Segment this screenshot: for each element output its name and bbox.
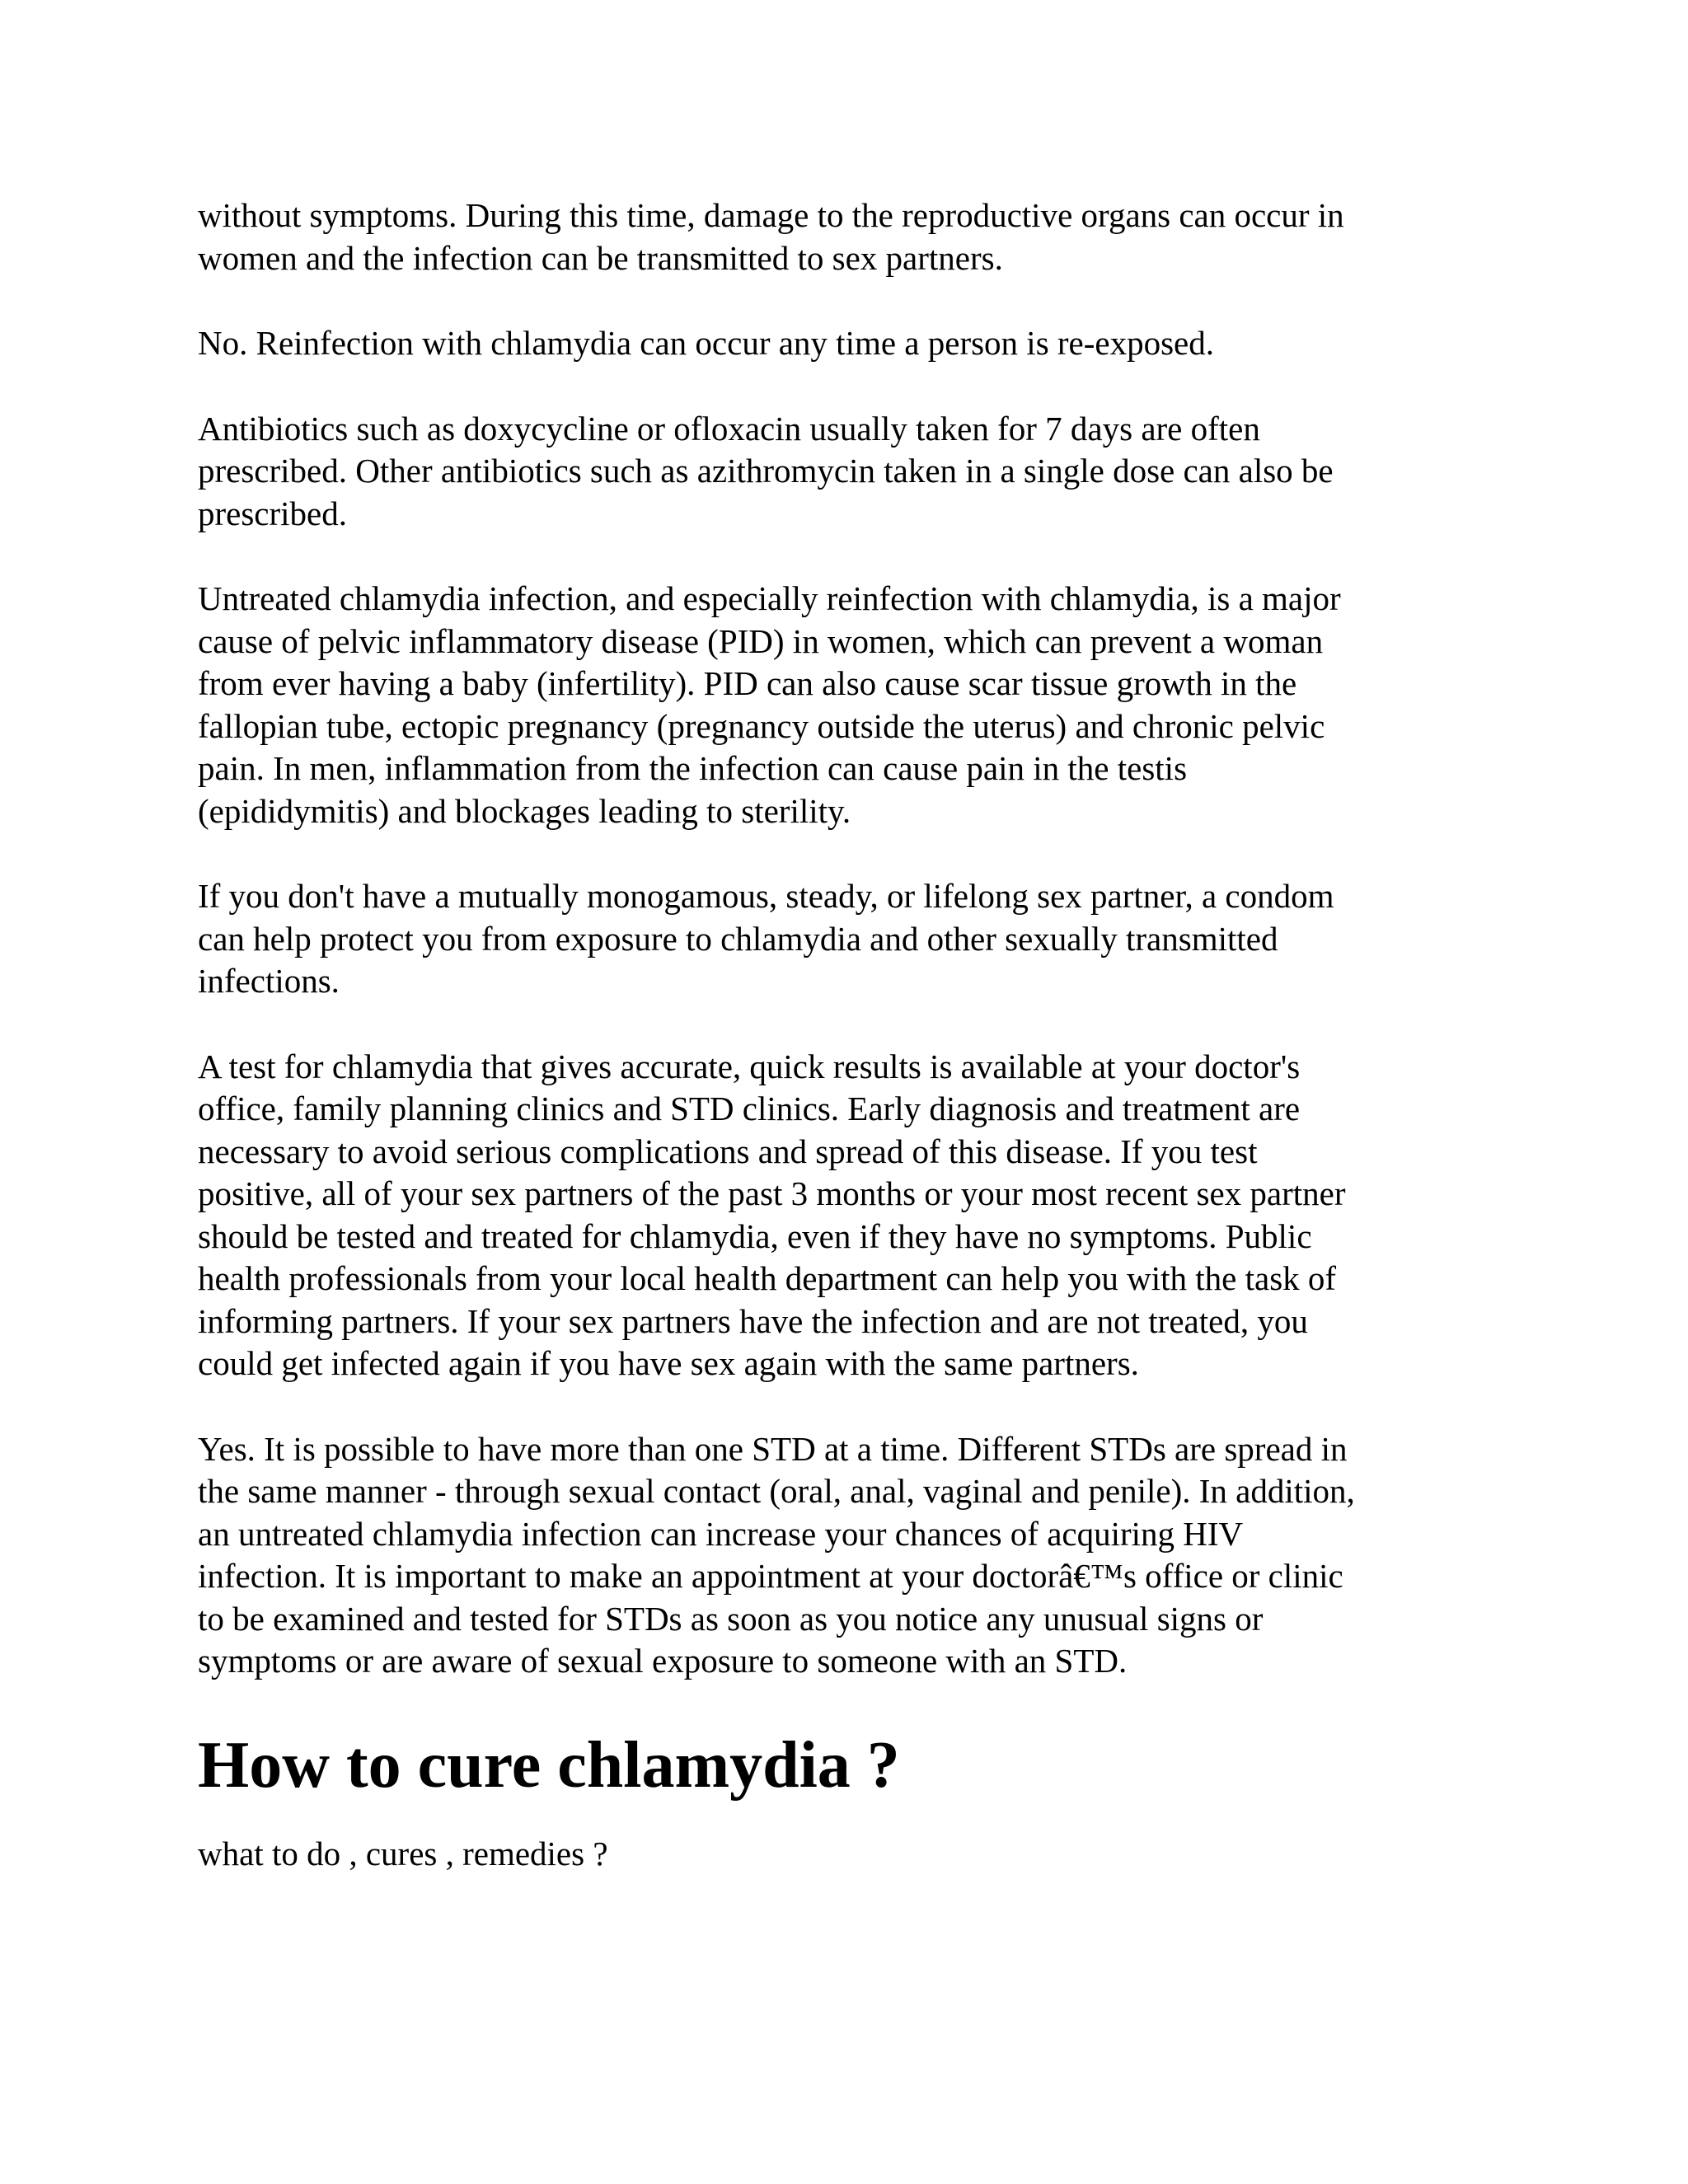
text-line: informing partners. If your sex partners have the infection and are not treated, you: [198, 1301, 1308, 1340]
text-line: prescribed. Other antibiotics such as azithromycin taken in a single dose can also be: [198, 452, 1334, 490]
text-line: to be examined and tested for STDs as soon as you notice any unusual signs or: [198, 1599, 1264, 1638]
text-line: prescribed.: [198, 494, 347, 532]
paragraph-reinfection: [198, 322, 1484, 365]
text-line: women and the infection can be transmitted to sex partners.: [198, 238, 1003, 277]
text-line: positive, all of your sex partners of the past 3 months or your most recent sex partner: [198, 1174, 1346, 1212]
text-line: symptoms or are aware of sexual exposure to someone with an STD.: [198, 1642, 1128, 1680]
document-page: [198, 194, 1484, 1875]
text-line: fallopian tube, ectopic pregnancy (pregnancy outside the uterus) and chronic pelvic: [198, 706, 1325, 745]
text-line: cause of pelvic inflammatory disease (PID) in women, which can prevent a woman: [198, 621, 1324, 660]
paragraph-symptoms: [198, 194, 1484, 279]
paragraph-complications: [198, 578, 1484, 832]
text-line: infections.: [198, 962, 340, 1000]
text-line: If you don't have a mutually monogamous, steady, or lifelong sex partner, a condom: [198, 877, 1334, 915]
paragraph-multiple-std: [198, 1428, 1484, 1683]
text-line: an untreated chlamydia infection can increase your chances of acquiring HIV: [198, 1514, 1244, 1553]
paragraph-antibiotics: [198, 408, 1484, 536]
text-line: Untreated chlamydia infection, and especially reinfection with chlamydia, is a major: [198, 579, 1341, 617]
text-line: from ever having a baby (infertility). PID can also cause scar tissue growth in the: [198, 664, 1297, 702]
text-line: should be tested and treated for chlamydia, even if they have no symptoms. Public: [198, 1216, 1312, 1255]
text-line: the same manner - through sexual contact (oral, anal, vaginal and penile). In addition,: [198, 1472, 1355, 1510]
text-line: office, family planning clinics and STD clinics. Early diagnosis and treatment are: [198, 1090, 1301, 1127]
text-line: could get infected again if you have sex again with the same partners.: [198, 1344, 1139, 1382]
text-line: No. Reinfection with chlamydia can occur any time a person is re-exposed.: [198, 324, 1215, 362]
text-line: necessary to avoid serious complications and spread of this disease. If you test: [198, 1132, 1258, 1170]
section-heading: How to cure chlamydia ?: [198, 1728, 900, 1802]
paragraph-testing: [198, 1046, 1484, 1385]
text-line: Yes. It is possible to have more than one STD at a time. Different STDs are spread in: [198, 1429, 1348, 1468]
text-line: infection. It is important to make an appointment at your doctorâ€™s office or clinic: [198, 1557, 1343, 1595]
text-line: without symptoms. During this time, damage to the reproductive organs can occur in: [198, 196, 1344, 234]
text-line: (epididymitis) and blockages leading to sterility.: [198, 791, 851, 830]
text-line: Antibiotics such as doxycycline or ofloxacin usually taken for 7 days are often: [198, 409, 1260, 448]
text-line: pain. In men, inflammation from the infection can cause pain in the testis: [198, 749, 1188, 787]
text-line: health professionals from your local health department can help you with the task of: [198, 1259, 1337, 1297]
text-line: A test for chlamydia that gives accurate, quick results is available at your doctor's: [198, 1047, 1301, 1085]
paragraph-prevention: [198, 875, 1484, 1003]
text-line: can help protect you from exposure to chlamydia and other sexually transmitted: [198, 919, 1278, 958]
section-subheading: what to do , cures , remedies ?: [198, 1834, 608, 1872]
